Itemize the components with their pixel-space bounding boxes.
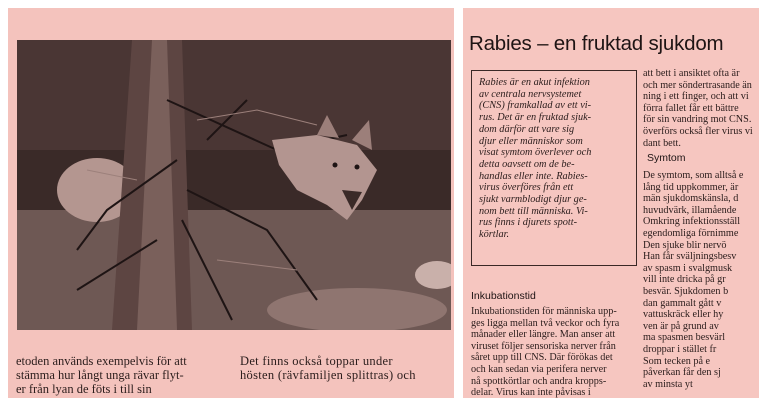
- page-gutter: [455, 0, 463, 402]
- right-column-top-text: [643, 68, 759, 149]
- incubation-text: [471, 306, 641, 398]
- text-line: körtlar.: [479, 229, 510, 241]
- text-line: dom därför att vare sig: [479, 123, 575, 135]
- text-line: av minsta yt: [643, 378, 693, 390]
- text-line: De symtom, som alltså e: [643, 170, 744, 181]
- left-text-column-2: [240, 354, 454, 382]
- text-line: egendomliga förnimme: [643, 227, 739, 239]
- text-line: vattuskräck eller hy: [643, 309, 724, 321]
- text-line: etoden används exempelvis för att: [16, 354, 187, 368]
- text-line: såret upp till CNS. Där förökas det: [471, 352, 613, 364]
- text-line: Som tecken på e: [643, 355, 711, 367]
- left-text-column-1: [16, 354, 221, 396]
- text-line: visat symtom överlever och: [479, 147, 592, 159]
- intro-text: [479, 77, 631, 241]
- text-line: månader eller längre. Man anser att: [471, 329, 616, 341]
- text-line: er från lyan de föts i till sin: [16, 382, 152, 396]
- text-line: handlas eller inte. Rabies-: [479, 170, 588, 182]
- text-line: nå spottkörtlar och andra kropps-: [471, 375, 607, 387]
- text-line: ven är på grund av: [643, 320, 719, 332]
- text-line: och kan sedan via perifera nerver: [471, 363, 607, 375]
- intro-box: [471, 70, 637, 266]
- text-line: stämma hur långt unga rävar flyt-: [16, 368, 184, 382]
- text-line: sjukt varmblodigt djur ge-: [479, 194, 587, 206]
- article-title: Rabies – en fruktad sjukdom: [469, 32, 724, 55]
- forest-scene-image: [17, 40, 451, 330]
- text-line: virus överföres från ett: [479, 182, 574, 194]
- text-line: viruset följer sensoriska nerver från: [471, 340, 616, 352]
- text-line: dant bett.: [643, 137, 681, 149]
- text-line: överförs också fler virus vi: [643, 125, 753, 137]
- text-line: av spasm i svalgmusk: [643, 262, 733, 274]
- text-line: besvär. Sjukdomen b: [643, 285, 729, 297]
- text-line: av centrala nervsystemet: [479, 88, 582, 100]
- text-line: och mer söndertrasande än: [643, 79, 752, 91]
- text-line: hösten (rävfamiljen splittras) och: [240, 368, 416, 382]
- text-line: rus finns i djurets spott-: [479, 217, 578, 229]
- text-line: Den sjuke blir nervö: [643, 239, 727, 251]
- text-line: huvudvärk, illamående: [643, 204, 737, 216]
- text-line: ges ligga mellan två veckor och fyra: [471, 317, 620, 329]
- text-line: för sin vandring mot CNS.: [643, 114, 752, 126]
- text-line: påverkan får den sj: [643, 367, 721, 379]
- symptom-heading: Symtom: [647, 152, 686, 164]
- text-line: nom bett till människa. Vi-: [479, 205, 588, 217]
- right-page: [463, 8, 759, 398]
- text-line: att bett i ansiktet ofta är: [643, 68, 740, 79]
- text-line: Rabies är en akut infektion: [479, 77, 590, 88]
- wolf-photo: [17, 40, 451, 330]
- text-line: Inkubationstiden för människa upp-: [471, 306, 617, 317]
- text-line: förra fallet får ett bättre: [643, 102, 739, 114]
- text-line: ning i ett finger, och att vi: [643, 91, 749, 103]
- text-line: dan gammalt gått v: [643, 297, 722, 309]
- text-line: delar. Virus kan inte påvisas i: [471, 387, 591, 398]
- text-line: droppar i stället fr: [643, 343, 717, 355]
- text-line: lång tid uppkommer, är: [643, 181, 739, 193]
- text-line: vill inte dricka på gr: [643, 274, 726, 286]
- text-line: män sjukdomskänsla, d: [643, 193, 739, 205]
- text-line: djur eller människor som: [479, 135, 583, 147]
- text-line: (CNS) framkallad av ett vi-: [479, 100, 592, 112]
- text-line: Omkring infektionsställ: [643, 216, 741, 228]
- right-column-bottom-text: [643, 170, 759, 390]
- text-line: rus. Det är en fruktad sjuk-: [479, 112, 592, 124]
- incubation-heading: Inkubationstid: [471, 290, 536, 302]
- text-line: Det finns också toppar under: [240, 354, 393, 368]
- left-page: [8, 8, 454, 398]
- text-line: ma spasmen besvärl: [643, 332, 726, 344]
- text-line: Han får sväljningsbesv: [643, 251, 737, 263]
- text-line: detta oavsett om de be-: [479, 158, 575, 170]
